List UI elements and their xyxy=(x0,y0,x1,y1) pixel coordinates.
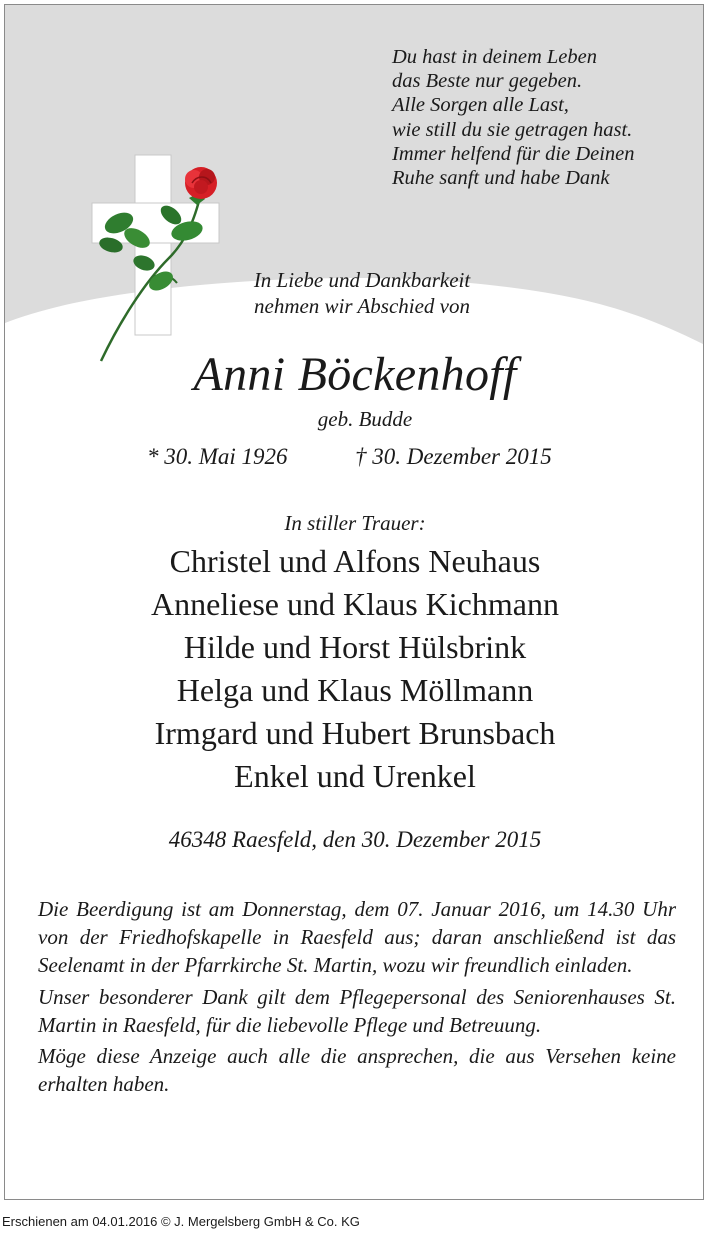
place-and-date: 46348 Raesfeld, den 30. Dezember 2015 xyxy=(168,827,542,852)
mourning-label: In stiller Trauer: xyxy=(284,511,426,535)
mourners-list xyxy=(5,540,704,798)
deceased-name: Anni Böckenhoff xyxy=(193,348,517,401)
obituary-notice xyxy=(4,4,704,1200)
poem-line: Immer helfend für die Deinen xyxy=(392,142,635,165)
poem xyxy=(392,45,635,190)
thanks-paragraph: Unser besonderer Dank gilt dem Pflegepersonal des Seniorenhauses St. Martin in Raesfeld, für die liebevolle Pflege und Betreuung. xyxy=(38,984,676,1037)
mourner-name: Helga und Klaus Möllmann xyxy=(176,672,534,708)
mourner-name: Enkel und Urenkel xyxy=(234,758,476,794)
funeral-details xyxy=(38,895,676,1101)
poem-line: Alle Sorgen alle Last, xyxy=(392,94,569,117)
birth-date: * 30. Mai 1926 xyxy=(147,444,288,469)
farewell-intro xyxy=(5,267,704,319)
cross-rose-emblem xyxy=(89,153,234,368)
intro-line: In Liebe und Dankbarkeit xyxy=(253,268,471,292)
notice-paragraph: Möge diese Anzeige auch alle die ansprechen, die aus Versehen keine erhalten haben. xyxy=(38,1044,676,1097)
death-date: † 30. Dezember 2015 xyxy=(355,444,552,469)
poem-line: Du hast in deinem Leben xyxy=(392,46,597,68)
mourner-name: Anneliese und Klaus Kichmann xyxy=(151,586,559,622)
mourner-name: Hilde und Horst Hülsbrink xyxy=(183,629,527,665)
intro-line: nehmen wir Abschied von xyxy=(254,294,470,318)
maiden-name: geb. Budde xyxy=(317,407,413,431)
mourner-name: Christel und Alfons Neuhaus xyxy=(169,543,541,579)
publication-footer: Erschienen am 04.01.2016 © J. Mergelsberg GmbH & Co. KG xyxy=(2,1214,360,1229)
funeral-paragraph: Die Beerdigung ist am Donnerstag, dem 07. Januar 2016, um 14.30 Uhr von der Friedhofskapelle in Raesfeld aus; daran anschließend ist das Seelenamt in der Pfarrkirche St. Martin, wozu wir freundlich einladen. xyxy=(38,897,676,978)
poem-line: das Beste nur gegeben. xyxy=(392,70,583,93)
poem-line: Ruhe sanft und habe Dank xyxy=(392,167,610,190)
poem-line: wie still du sie getragen hast. xyxy=(392,118,633,141)
mourner-name: Irmgard und Hubert Brunsbach xyxy=(154,715,556,751)
